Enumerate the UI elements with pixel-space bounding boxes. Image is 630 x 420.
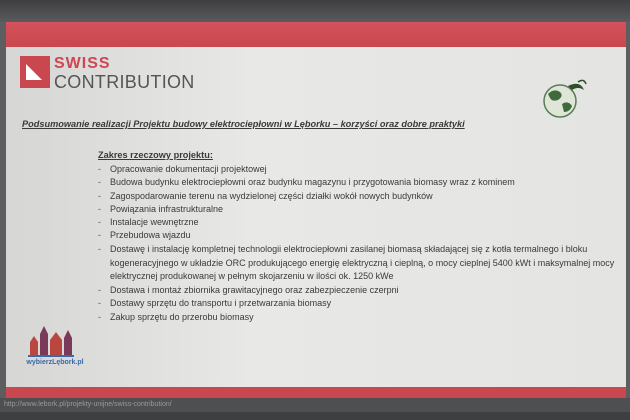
slide-title: Podsumowanie realizacji Projektu budowy elektrociepłowni w Lęborku – korzyści oraz dobre praktyki: [22, 119, 465, 129]
scope-heading: Zakres rzeczowy projektu:: [98, 150, 213, 160]
city-skyline-icon: [26, 322, 76, 358]
logo-contribution-text: CONTRIBUTION: [54, 72, 195, 92]
projector-top-edge: [0, 0, 630, 22]
list-item: - Zakup sprzętu do przerobu biomasy: [98, 311, 254, 322]
list-item: - Zagospodarowanie terenu na wydzielonej części działki wokół nowych budynków: [98, 190, 433, 201]
scope-list: [96, 163, 626, 324]
lebork-city-logo: [20, 322, 82, 374]
list-item: - Budowa budynku elektrociepłowni oraz budynku magazynu i przygotowania biomasy wraz z kominem: [98, 177, 515, 188]
list-item: - Dostawy sprzętu do transportu i przetwarzania biomasy: [98, 298, 332, 309]
list-item: - Opracowanie dokumentacji projektowej: [98, 164, 267, 174]
footer-url[interactable]: http://www.lebork.pl/projekty-unijne/swiss-contribution/: [0, 398, 630, 412]
logo-swiss-text: SWISS: [54, 55, 111, 72]
list-item: - Powiązania infrastrukturalne: [98, 203, 224, 214]
list-item: - Instalacje wewnętrzne: [98, 217, 199, 228]
list-item: - Dostawę i instalację kompletnej technologii elektrociepłowni zasilanej biomasą składającej się z kotła termalnego i bloku kogeneracyjnego w układzie ORC produkującego energię elektryczną i cieplną, o mocy cieplnej 5400 kWt i maksymalnej mocy elektrycznej produkowanej w pełnym skojarzeniu w ilości ok. 1250 kWe: [98, 243, 615, 282]
city-logo-text: wybierzLębork.pl: [26, 359, 84, 366]
globe-icon: [538, 74, 588, 124]
projector-bottom-edge: [0, 412, 630, 420]
header-red-band: [6, 22, 626, 47]
list-item: - Dostawa i montaż zbiornika grawitacyjnego oraz zabezpieczenie czerpni: [98, 285, 399, 296]
swiss-logo-mark-icon: [20, 56, 50, 88]
presentation-slide: [6, 22, 626, 400]
list-item: - Przebudowa wjazdu: [98, 230, 191, 241]
